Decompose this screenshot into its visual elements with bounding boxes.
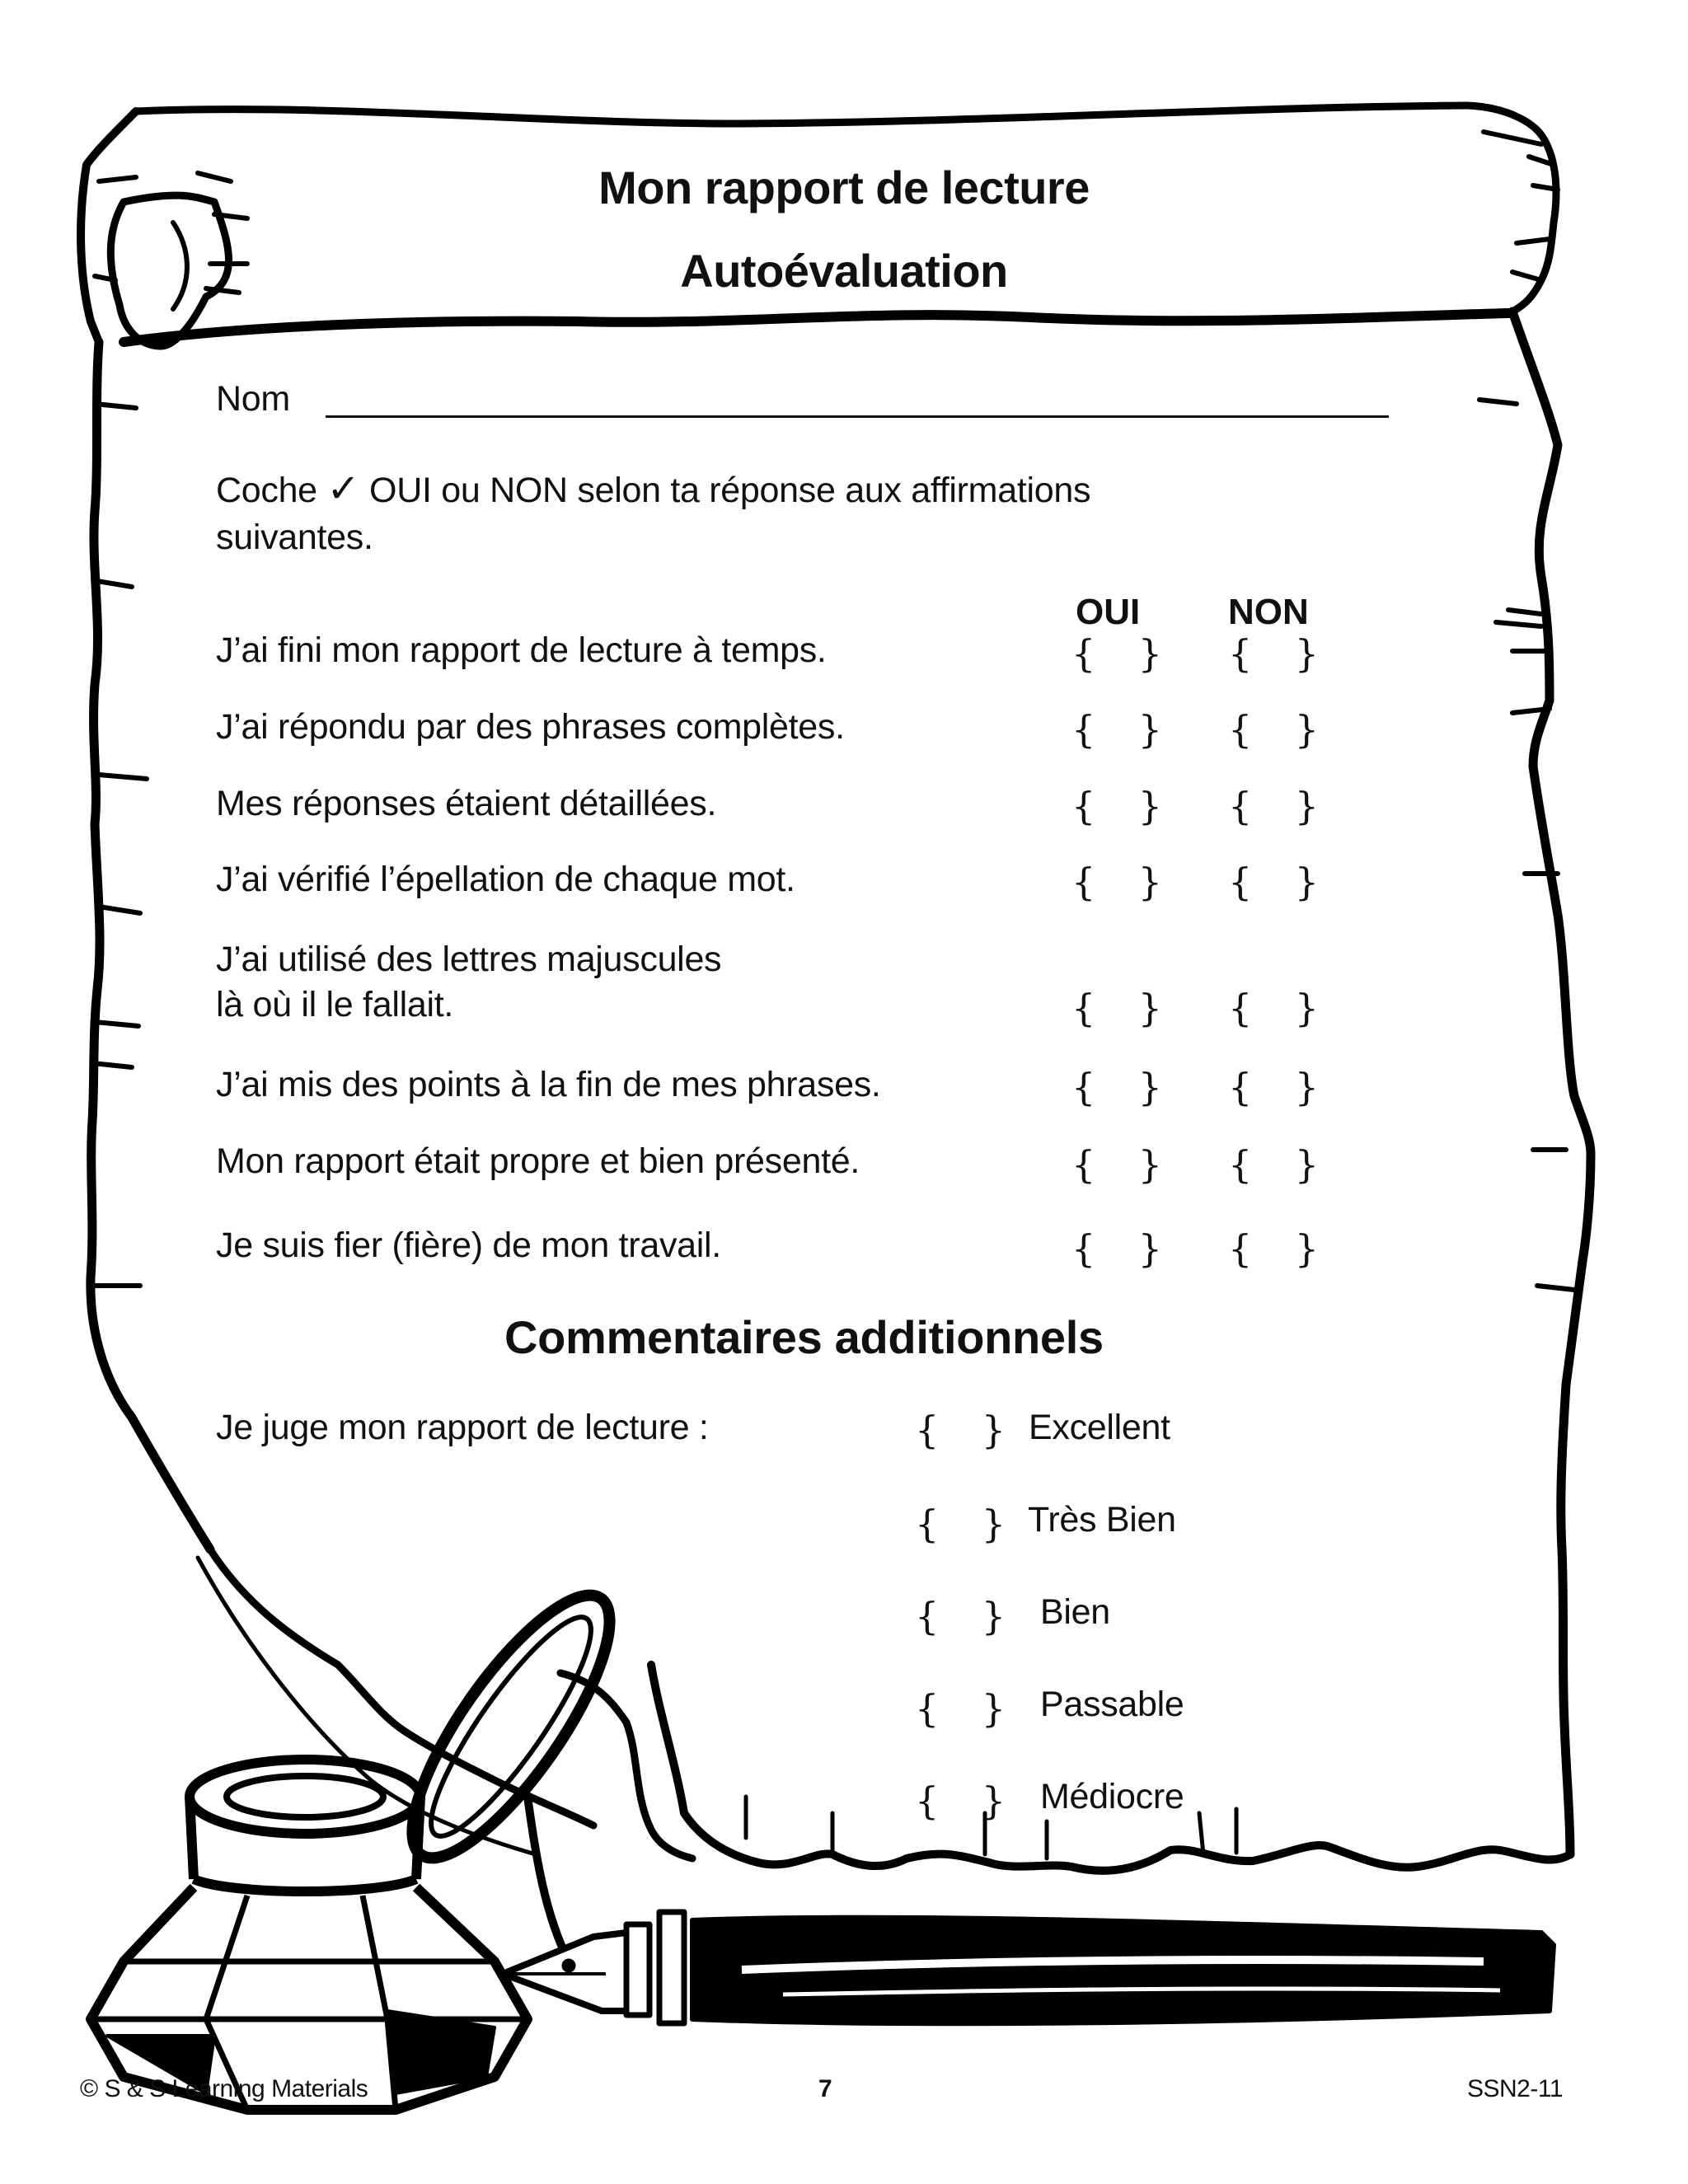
- brace-close: }: [1137, 986, 1162, 1030]
- brace-open: {: [1071, 1226, 1096, 1271]
- checkbox-oui[interactable]: [1071, 1226, 1162, 1276]
- rating-option-label: Médiocre: [1040, 1777, 1184, 1816]
- checklist-item-label: Mes réponses étaient détaillées.: [216, 784, 717, 823]
- brace-close: }: [1137, 631, 1162, 676]
- checkbox-non[interactable]: [1228, 860, 1319, 909]
- page-subtitle: Autoévaluation: [680, 245, 1008, 297]
- checkbox-oui[interactable]: [1071, 1065, 1162, 1114]
- name-input[interactable]: [326, 415, 1389, 418]
- rating-option-label: Bien: [1040, 1592, 1110, 1632]
- brace-open: {: [1228, 1226, 1253, 1271]
- brace-open: {: [1071, 1065, 1096, 1109]
- instructions-line-1: [216, 466, 1090, 512]
- brace-open: {: [915, 1686, 940, 1731]
- checklist-item-label: J’ai fini mon rapport de lecture à temps.: [216, 630, 827, 670]
- page-title: Mon rapport de lecture: [598, 162, 1090, 213]
- checkbox-non[interactable]: [1228, 1142, 1319, 1192]
- brace-open: {: [915, 1408, 940, 1452]
- brace-open: {: [1228, 986, 1253, 1030]
- brace-open: {: [1228, 707, 1253, 752]
- brace-close: }: [1137, 707, 1162, 752]
- rating-option-label: Excellent: [1029, 1408, 1170, 1447]
- checklist-item-label: J’ai répondu par des phrases complètes.: [216, 707, 845, 747]
- rating-option-label: Passable: [1040, 1685, 1184, 1724]
- checkbox-non[interactable]: [1228, 986, 1319, 1035]
- checkbox-non[interactable]: [1228, 631, 1319, 681]
- footer-page-number: 7: [818, 2075, 832, 2102]
- checklist-item-label: J’ai utilisé des lettres majuscules: [216, 940, 722, 979]
- rating-checkbox-mediocre[interactable]: [915, 1779, 1006, 1828]
- checkbox-non[interactable]: [1228, 1226, 1319, 1276]
- checklist-item-label: J’ai vérifié l’épellation de chaque mot.: [216, 860, 795, 899]
- brace-open: {: [1228, 631, 1253, 676]
- footer-copyright: © S & S Learning Materials: [80, 2075, 368, 2102]
- brace-close: }: [1294, 1226, 1319, 1271]
- rating-prompt: Je juge mon rapport de lecture :: [216, 1408, 709, 1447]
- brace-open: {: [1071, 707, 1096, 752]
- brace-open: {: [1228, 784, 1253, 828]
- rating-checkbox-passable[interactable]: [915, 1686, 1006, 1736]
- checkbox-oui[interactable]: [1071, 1142, 1162, 1192]
- brace-close: }: [1137, 1065, 1162, 1109]
- brace-close: }: [981, 1686, 1006, 1731]
- brace-open: {: [1071, 860, 1096, 904]
- brace-close: }: [981, 1408, 1006, 1452]
- brace-close: }: [1294, 860, 1319, 904]
- brace-open: {: [915, 1594, 940, 1638]
- checkbox-oui[interactable]: [1071, 784, 1162, 833]
- check-icon: ✓: [326, 467, 360, 511]
- checklist-item-label: Mon rapport était propre et bien présenté.: [216, 1141, 860, 1181]
- footer-code: SSN2-11: [1467, 2075, 1564, 2102]
- brace-open: {: [915, 1502, 940, 1546]
- brace-close: }: [1137, 784, 1162, 828]
- instructions-line-2: suivantes.: [216, 518, 373, 557]
- brace-close: }: [1294, 1142, 1319, 1187]
- checkbox-oui[interactable]: [1071, 860, 1162, 909]
- brace-close: }: [1294, 784, 1319, 828]
- brace-close: }: [981, 1779, 1006, 1823]
- rating-checkbox-bien[interactable]: [915, 1594, 1006, 1643]
- brace-close: }: [1137, 1226, 1162, 1271]
- checklist-item-label-line-2: là où il le fallait.: [216, 985, 453, 1024]
- brace-open: {: [1228, 1065, 1253, 1109]
- checkbox-oui[interactable]: [1071, 707, 1162, 757]
- brace-close: }: [981, 1594, 1006, 1638]
- checkbox-non[interactable]: [1228, 1065, 1319, 1114]
- checkbox-oui[interactable]: [1071, 631, 1162, 681]
- brace-open: {: [1071, 631, 1096, 676]
- column-header-oui: OUI: [1076, 592, 1141, 632]
- brace-open: {: [1071, 986, 1096, 1030]
- brace-open: {: [1071, 1142, 1096, 1187]
- brace-close: }: [1294, 986, 1319, 1030]
- brace-open: {: [1071, 784, 1096, 828]
- checkbox-non[interactable]: [1228, 784, 1319, 833]
- checkbox-oui[interactable]: [1071, 986, 1162, 1035]
- instructions-rest: OUI ou NON selon ta réponse aux affirmations: [369, 471, 1091, 510]
- comments-heading: Commentaires additionnels: [504, 1311, 1104, 1363]
- brace-close: }: [1294, 1065, 1319, 1109]
- column-header-non: NON: [1228, 592, 1309, 632]
- instructions-prefix: Coche: [216, 471, 317, 510]
- brace-close: }: [1294, 707, 1319, 752]
- checkbox-non[interactable]: [1228, 707, 1319, 757]
- rating-option-label: Très Bien: [1028, 1500, 1176, 1540]
- checklist-item-label: J’ai mis des points à la fin de mes phrases.: [216, 1065, 881, 1104]
- brace-close: }: [981, 1502, 1006, 1546]
- brace-close: }: [1294, 631, 1319, 676]
- brace-open: {: [1228, 860, 1253, 904]
- rating-checkbox-excellent[interactable]: [915, 1408, 1006, 1457]
- brace-close: }: [1137, 1142, 1162, 1187]
- brace-open: {: [915, 1779, 940, 1823]
- name-label: Nom: [216, 379, 290, 419]
- checklist-item-label: Je suis fier (fière) de mon travail.: [216, 1226, 721, 1265]
- brace-close: }: [1137, 860, 1162, 904]
- rating-checkbox-tres-bien[interactable]: [915, 1502, 1006, 1551]
- brace-open: {: [1228, 1142, 1253, 1187]
